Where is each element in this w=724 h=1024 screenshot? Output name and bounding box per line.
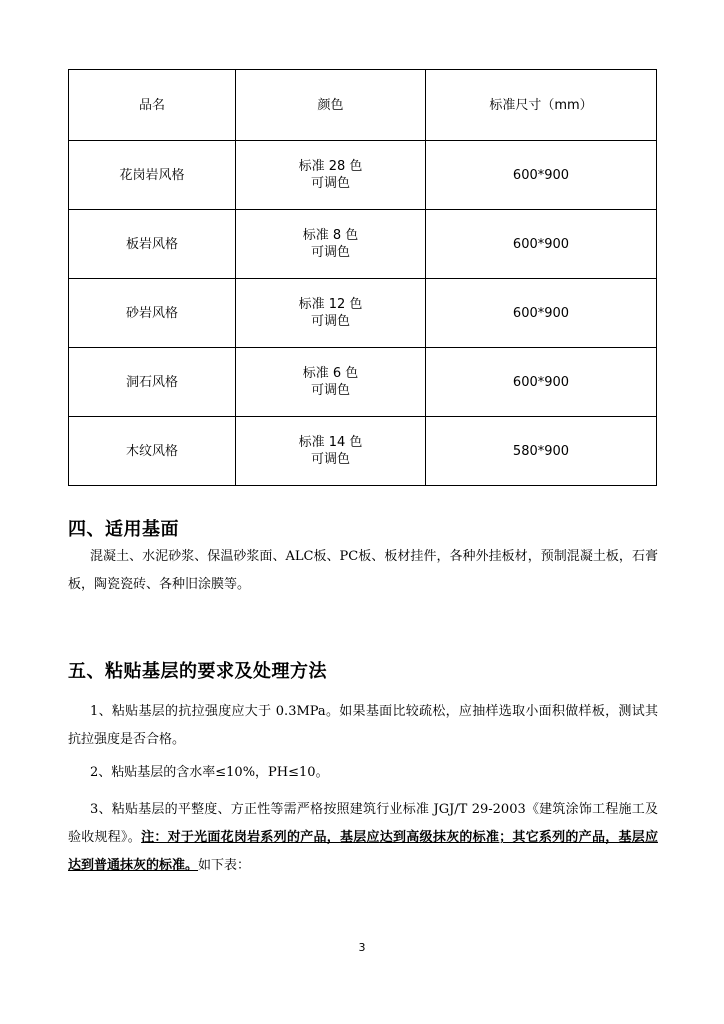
cell-name: 洞石风格 xyxy=(69,348,236,417)
cell-name: 板岩风格 xyxy=(69,210,236,279)
table-row xyxy=(69,417,657,486)
color-adjustable: 可调色 xyxy=(310,245,350,260)
item3-tail: 如下表： xyxy=(198,858,251,873)
cell-size: 600*900 xyxy=(426,279,657,348)
cell-name: 花岗岩风格 xyxy=(69,141,236,210)
requirement-item-3 xyxy=(68,796,658,880)
cell-color xyxy=(236,141,426,210)
section4-heading: 四、适用基面 xyxy=(68,519,179,540)
page-number: 3 xyxy=(358,941,366,954)
requirement-item-1: 1、粘贴基层的抗拉强度应大于 0.3MPa。如果基面比较疏松，应抽样选取小面积做样板，测试其抗拉强度是否合格。 xyxy=(68,704,658,747)
table-row xyxy=(69,279,657,348)
cell-size: 580*900 xyxy=(426,417,657,486)
color-standard: 标准 8 色 xyxy=(302,228,359,243)
color-adjustable: 可调色 xyxy=(310,383,350,398)
color-adjustable: 可调色 xyxy=(310,314,350,329)
table-row xyxy=(69,141,657,210)
product-spec-table xyxy=(68,69,657,486)
item3-text: 3、粘贴基层的平整度、方正性等需严格按照建筑行业标准 JGJ/T 29-2003《建筑涂饰工程施工及验收规程》。 xyxy=(68,802,658,845)
item3-note: 注：对于光面花岗岩系列的产品，基层应达到高级抹灰的标准；其它系列的产品，基层应达到普通抹灰的标准。 xyxy=(68,830,658,873)
cell-name: 木纹风格 xyxy=(69,417,236,486)
requirement-item-2: 2、粘贴基层的含水率≤10%，PH≤10。 xyxy=(90,765,329,780)
table-row xyxy=(69,348,657,417)
section4-body: 混凝土、水泥砂浆、保温砂浆面、ALC板、PC板、板材挂件，各种外挂板材，预制混凝土板，石膏板，陶瓷瓷砖、各种旧涂膜等。 xyxy=(68,549,658,592)
cell-size: 600*900 xyxy=(426,348,657,417)
cell-color xyxy=(236,348,426,417)
color-adjustable: 可调色 xyxy=(310,452,350,467)
cell-size: 600*900 xyxy=(426,210,657,279)
table-row xyxy=(69,210,657,279)
header-name: 品名 xyxy=(69,70,236,141)
cell-color xyxy=(236,279,426,348)
color-standard: 标准 28 色 xyxy=(298,159,363,174)
color-standard: 标准 14 色 xyxy=(298,435,363,450)
color-standard: 标准 12 色 xyxy=(298,297,363,312)
color-standard: 标准 6 色 xyxy=(302,366,359,381)
cell-name: 砂岩风格 xyxy=(69,279,236,348)
cell-color xyxy=(236,417,426,486)
color-adjustable: 可调色 xyxy=(310,176,350,191)
header-color: 颜色 xyxy=(236,70,426,141)
cell-color xyxy=(236,210,426,279)
section5-heading: 五、粘贴基层的要求及处理方法 xyxy=(68,661,327,682)
table-header-row xyxy=(69,70,657,141)
header-size: 标准尺寸（mm） xyxy=(426,70,657,141)
cell-size: 600*900 xyxy=(426,141,657,210)
